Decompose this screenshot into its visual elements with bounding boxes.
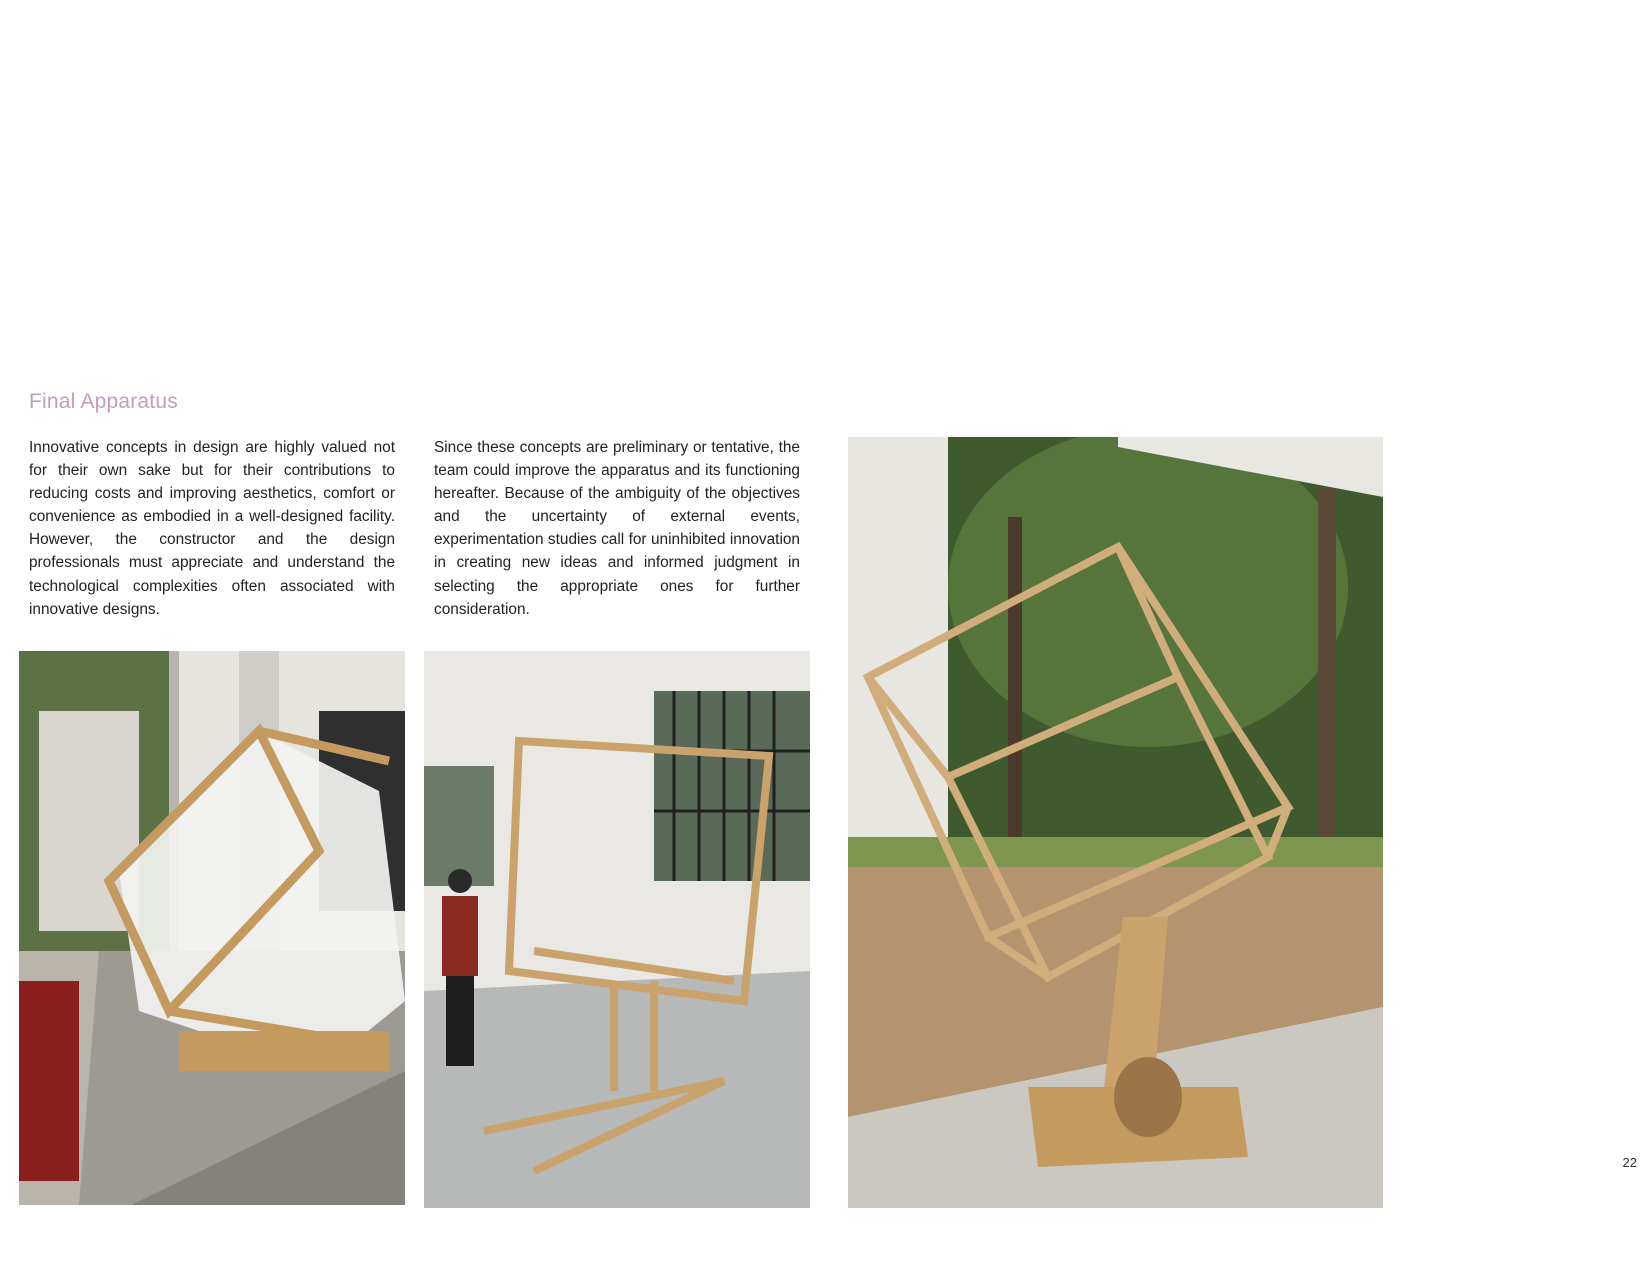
photo-apparatus-indoor [424,651,810,1208]
section-title: Final Apparatus [29,390,178,413]
photo-apparatus-cube [848,437,1383,1208]
paragraph-right: Since these concepts are preliminary or tentative, the team could improve the apparatus and its functioning hereafter. Because of the ambiguity of the objectives and the uncertainty of external events, experimentation studies call for uninhibited innovation in creating new ideas and informed judgment in selecting the appropriate ones for further consideration. [434,439,800,618]
paragraph-left: Innovative concepts in design are highly valued not for their own sake but for their contributions to reducing costs and improving aesthetics, comfort or convenience as embodied in a well-designed facility. However, the constructor and the design professionals must appreciate and understand the technological complexities often associated with innovative designs. [29,439,395,618]
page-number: 22 [1622,1155,1637,1170]
photo-apparatus-fabric [19,651,405,1205]
